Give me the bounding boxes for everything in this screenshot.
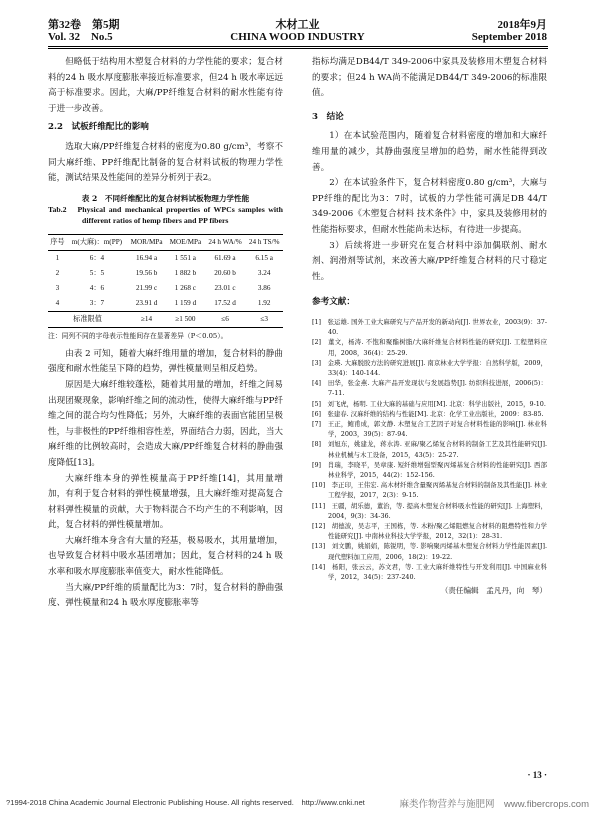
section-heading-2-2: 2.2 试板纤维配比的影响 <box>48 122 149 133</box>
reference-item: [11] 王疆，胡乐德，董治，等. 提高木塑复合材料吸水性能的研究[J]. 上海塑料，2004，9(3)：34-36. <box>312 501 547 520</box>
table-cell: 1 268 c <box>174 283 196 292</box>
table-cell: 20.60 b <box>214 268 236 277</box>
table-row <box>48 281 283 296</box>
reference-item: [4] 田华，张金燕. 大麻产品开发现状与发展趋势[J]. 纺织科技进展，2006(5)：7-11. <box>312 379 547 398</box>
paragraph: 当大麻/PP纤维的质量配比为3：7时，复合材料的静曲强度、弹性模量和24 h 吸水厚度膨胀率等 <box>48 582 283 609</box>
header-journal-cn: 木材工业 <box>275 19 320 31</box>
table-header: 24 h TS/% <box>245 234 283 250</box>
table-cell: 5：5 <box>89 268 105 277</box>
table-cell: 23.01 c <box>214 283 236 292</box>
paragraph: 由表 2 可知，随着大麻纤维用量的增加，复合材料的静曲强度和耐水性能呈下降的趋势，弹性模量则呈相反趋势。 <box>48 348 283 375</box>
paragraph: 大麻纤维本身的弹性模量高于PP纤维[14]，其用量增加，有利于复合材料的弹性模量增强，且大麻纤维对提高复合材料弹性模量的贡献，大于物料混合不均产生的不利影响，因此，复合材料的弹性模量增加。 <box>48 473 283 531</box>
table-cell: 3：7 <box>89 298 105 307</box>
watermark: 麻类作物营养与施肥网 www.fibercrops.com <box>399 799 589 810</box>
table-row <box>48 296 283 312</box>
table-cell: ≥14 <box>127 311 166 327</box>
header-rule-2 <box>48 48 548 49</box>
table-note: 注：同列不同的字母表示性能间存在显著差异（P＜0.05）。 <box>48 331 228 340</box>
table-cell: ≥1 500 <box>166 311 205 327</box>
table-cell: 21.99 c <box>135 283 158 292</box>
reference-item: [14] 杨阳，张云云，苏文君，等. 工业大麻纤维特性与开发利用[J]. 中国麻业科学，2012，34(5)：237-240. <box>312 562 547 581</box>
table-caption-cn: 表 2 不同纤维配比的复合材料试板物理力学性能 <box>81 193 250 203</box>
header-volume-cn: 第32卷 第5期 <box>48 19 120 31</box>
table-cell: 1 551 a <box>174 253 196 262</box>
paragraph: 指标均满足DB44/T 349-2006中家具及装修用木塑复合材料的要求；但24 h WA尚不能满足DB44/T 349-2006的标准限值。 <box>312 57 547 99</box>
table-cell: 23.91 d <box>135 298 158 307</box>
reference-item: [12] 胡德波，吴志平，王国栋，等. 木粉/聚乙烯阻燃复合材料的阻燃特性和力学性能研究[J]. 中南林业科技大学学报，2012，32(1)：28-31. <box>312 521 547 541</box>
table-cell: 标准限值 <box>48 311 127 327</box>
table-row <box>48 250 283 266</box>
table-header: MOE/MPa <box>166 234 205 250</box>
reference-item: [2] 董文，杨涛. 不饱和聚酯树脂/大麻纤维复合材料性能的研究[J]. 工程塑料应用，2008，36(4)：25-29. <box>312 338 547 357</box>
table-cell: 3.86 <box>257 283 271 292</box>
table-cell: ≤6 <box>205 311 246 327</box>
table-cell: 6：4 <box>89 253 105 262</box>
header-date-en: September 2018 <box>471 31 547 43</box>
editor-credit: （责任编辑 孟凡丹，向 琴） <box>440 586 547 596</box>
conclusion-2: 2）在本试验条件下，复合材料密度0.80 g/cm³，大麻与PP纤维的配比为3：7时，试板的力学性能可满足DB 44/T 349-2006《木塑复合材料 技术条件》中，家具及装修用材的性能指标要求，但耐水性能尚未达标，有待进一步提高。 <box>312 178 547 235</box>
properties-table <box>48 234 283 328</box>
table-cell: 3.24 <box>257 268 271 277</box>
table-row <box>48 266 283 281</box>
table-cell: 16.94 a <box>135 253 158 262</box>
table-cell: 1.92 <box>257 298 271 307</box>
section-heading-3: 3 结论 <box>312 111 344 122</box>
paragraph: 选取大麻/PP纤维复合材料的密度为0.80 g/cm³，考察不同大麻纤维、PP纤维配比制备的复合材料试板的物理力学性能，测试结果及性能间的差异分析列于表2。 <box>48 141 283 184</box>
paragraph: 但略低于结构用木塑复合材料的力学性能的要求；复合材料的24 h 吸水厚度膨胀率接近标准要求，但24 h 吸水率远远高于标准要求。因此，大麻/PP纤维复合材料的耐水性能有待于进一步改善。 <box>48 57 283 114</box>
table-cell: 3 <box>55 283 60 292</box>
header-volume-en: Vol. 32 No.5 <box>48 31 113 43</box>
table-row-standard <box>48 311 283 327</box>
conclusion-3: 3）后续将进一步研究在复合材料中添加偶联剂、耐水剂、润滑剂等试剂，来改善大麻/PP纤维复合材料的尺寸稳定性。 <box>312 240 547 282</box>
paragraph: 原因是大麻纤维较蓬松，随着其用量的增加，纤维之间易出现团聚现象，影响纤维之间的流动性，使得大麻纤维与PP纤维之间的混合均匀性降低；另外，大麻纤维的表面官能团呈极性，与非极性的PP纤维相容性差，界面结合力弱，因此，当大麻纤维的比例较高时，会造成大麻/PP纤维复合材料的静曲强度降低[13]。 <box>48 379 284 468</box>
reference-item: [6] 张建春. 汉麻纤维的结构与性能[M]. 北京：化学工业出版社，2009：83-85. <box>312 409 544 418</box>
reference-item: [5] 刘飞虎，杨明. 工业大麻的基础与应用[M]. 北京：科学出版社，2015，9-10. <box>312 399 546 408</box>
table-cell: 4 <box>55 298 60 307</box>
table-cell: 1 882 b <box>174 268 197 277</box>
right-column <box>312 55 547 597</box>
table-cell: 4：6 <box>89 283 105 292</box>
table-header: 序号 <box>48 234 67 250</box>
table-cell: ≤3 <box>245 311 283 327</box>
reference-list <box>312 317 547 582</box>
table-cell: 17.52 d <box>214 298 236 307</box>
conclusion-1: 1）在本试验范围内，随着复合材料密度的增加和大麻纤维用量的减少，其静曲强度呈增加的趋势，耐水性能得到改善。 <box>312 131 547 173</box>
reference-item: [13] 刘文鹏，姚娟娟，陈锐明，等. 影响聚丙烯基木塑复合材料力学性能因素[J]. 现代塑料加工应用，2006，18(2)：19-22. <box>312 542 547 561</box>
header-journal-en: CHINA WOOD INDUSTRY <box>230 31 365 43</box>
reference-item: [9] 肖瑞，李晓平，吴章康. 短纤维增强型聚丙烯基复合材料的性能研究[J]. 西部林业科学，2015，44(2)：152-156. <box>312 460 547 479</box>
table-header: m(大麻)：m(PP) <box>67 234 127 250</box>
table-cell: 2 <box>55 268 60 277</box>
paragraph: 大麻纤维本身含有大量的羟基，极易吸水，其用量增加，也导致复合材料中吸水基团增加；因此，复合材料的24 h 吸水率和吸水厚度膨胀率值变大，耐水性能降低。 <box>48 535 283 578</box>
header-rule <box>48 46 548 47</box>
left-column <box>48 55 283 612</box>
table-cell: 19.56 b <box>135 268 158 277</box>
table-cell: 1 <box>55 253 60 262</box>
table-cell: 61.69 a <box>214 253 236 262</box>
reference-item: [8] 刘旭东，姚建龙，蒋水涛. 亚麻/聚乙烯复合材料的制备工艺及其性能研究[J]. 林业机械与木工设备，2015，43(5)：25-27. <box>312 440 547 459</box>
table-cell: 1 159 d <box>174 298 197 307</box>
references-heading: 参考文献： <box>312 297 355 308</box>
header-date-cn: 2018年9月 <box>497 19 547 31</box>
table-cell: 6.15 a <box>255 253 273 262</box>
reference-item: [10] 李正印，王伟宏. 高木材纤维含量聚丙烯基复合材料的制备及其性能[J]. 林业工程学报，2017，2(3)：9-15. <box>312 481 547 500</box>
reference-item: [3] 金瑛. 大麻脱胶方法的研究进展[J]. 南京林业大学学报：自然科学版，2009，33(4)：140-144. <box>312 358 547 377</box>
copyright-footer: ?1994-2018 China Academic Journal Electronic Publishing House. All rights reserved. http://www.cnki.net <box>6 798 365 807</box>
page-number: · 13 · <box>527 770 547 780</box>
table-caption-en: Tab.2 Physical and mechanical properties of WPCs samples with different ratios of hemp fibers and PP fibers <box>48 204 283 225</box>
reference-item: [7] 王正，鲍甫成，郭文静. 木塑复合工艺因子对复合材料性能的影响[J]. 林业科学，2003，39(5)：87-94. <box>312 419 547 439</box>
reference-item: [1] 张运雄. 国外工业大麻研究与产品开发的新动向[J]. 世界农业，2003(9)：37-40. <box>312 317 547 337</box>
table-header: 24 h WA/% <box>205 234 246 250</box>
table-header: MOR/MPa <box>127 234 166 250</box>
